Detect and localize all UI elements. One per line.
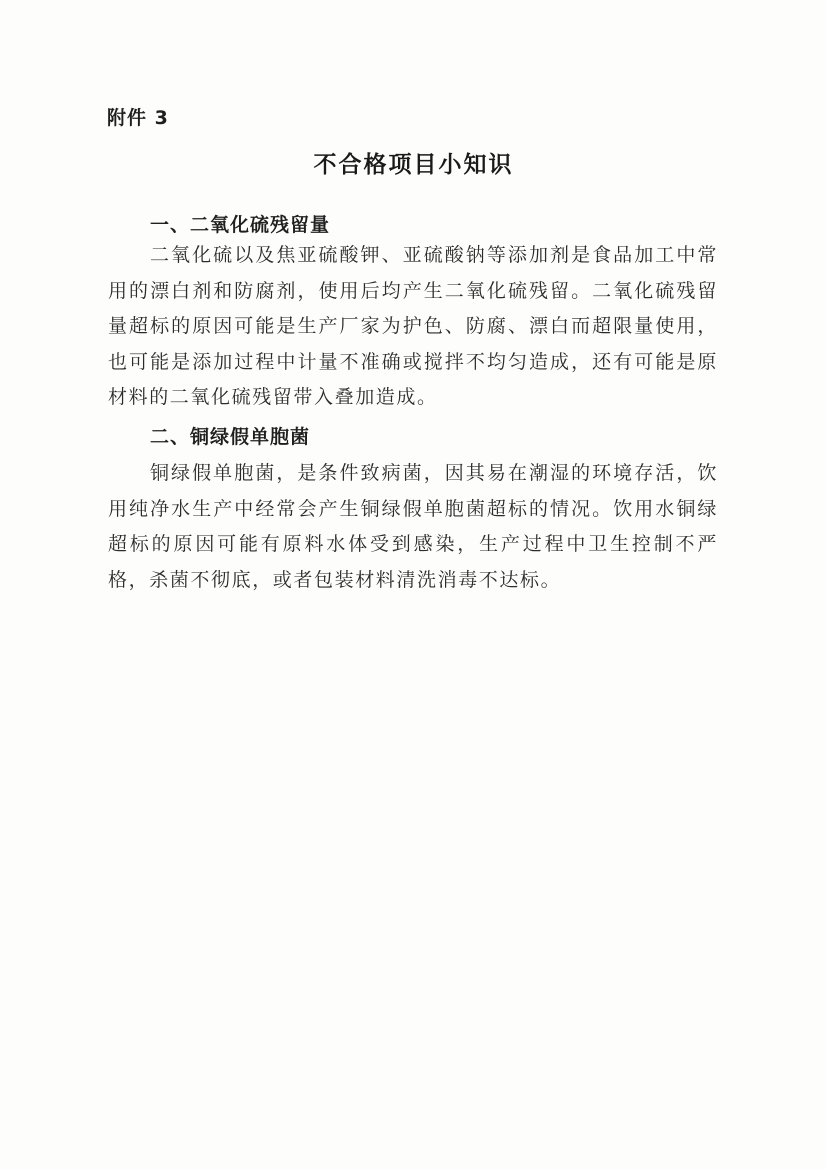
attachment-label: 附件 3	[107, 107, 169, 129]
section-body-sulfur-dioxide: 二氧化硫以及焦亚硫酸钾、亚硫酸钠等添加剂是食品加工中常用的漂白剂和防腐剂，使用后均产生二氧化硫残留。二氧化硫残留量超标的原因可能是生产厂家为护色、防腐、漂白而超限量使用，也可能是添加过程中计量不准确或搅拌不均匀造成，还有可能是原材料的二氧化硫残留带入叠加造成。	[108, 244, 718, 408]
section-body-pseudomonas: 铜绿假单胞菌，是条件致病菌，因其易在潮湿的环境存活，饮用纯净水生产中经常会产生铜绿假单胞菌超标的情况。饮用水铜绿超标的原因可能有原料水体受到感染，生产过程中卫生控制不严格，杀菌不彻底，或者包装材料清洗消毒不达标。	[108, 462, 718, 591]
section-heading-sulfur-dioxide: 一、二氧化硫残留量	[150, 214, 331, 236]
section-heading-pseudomonas: 二、铜绿假单胞菌	[150, 426, 311, 448]
page-title: 不合格项目小知识	[313, 152, 514, 178]
